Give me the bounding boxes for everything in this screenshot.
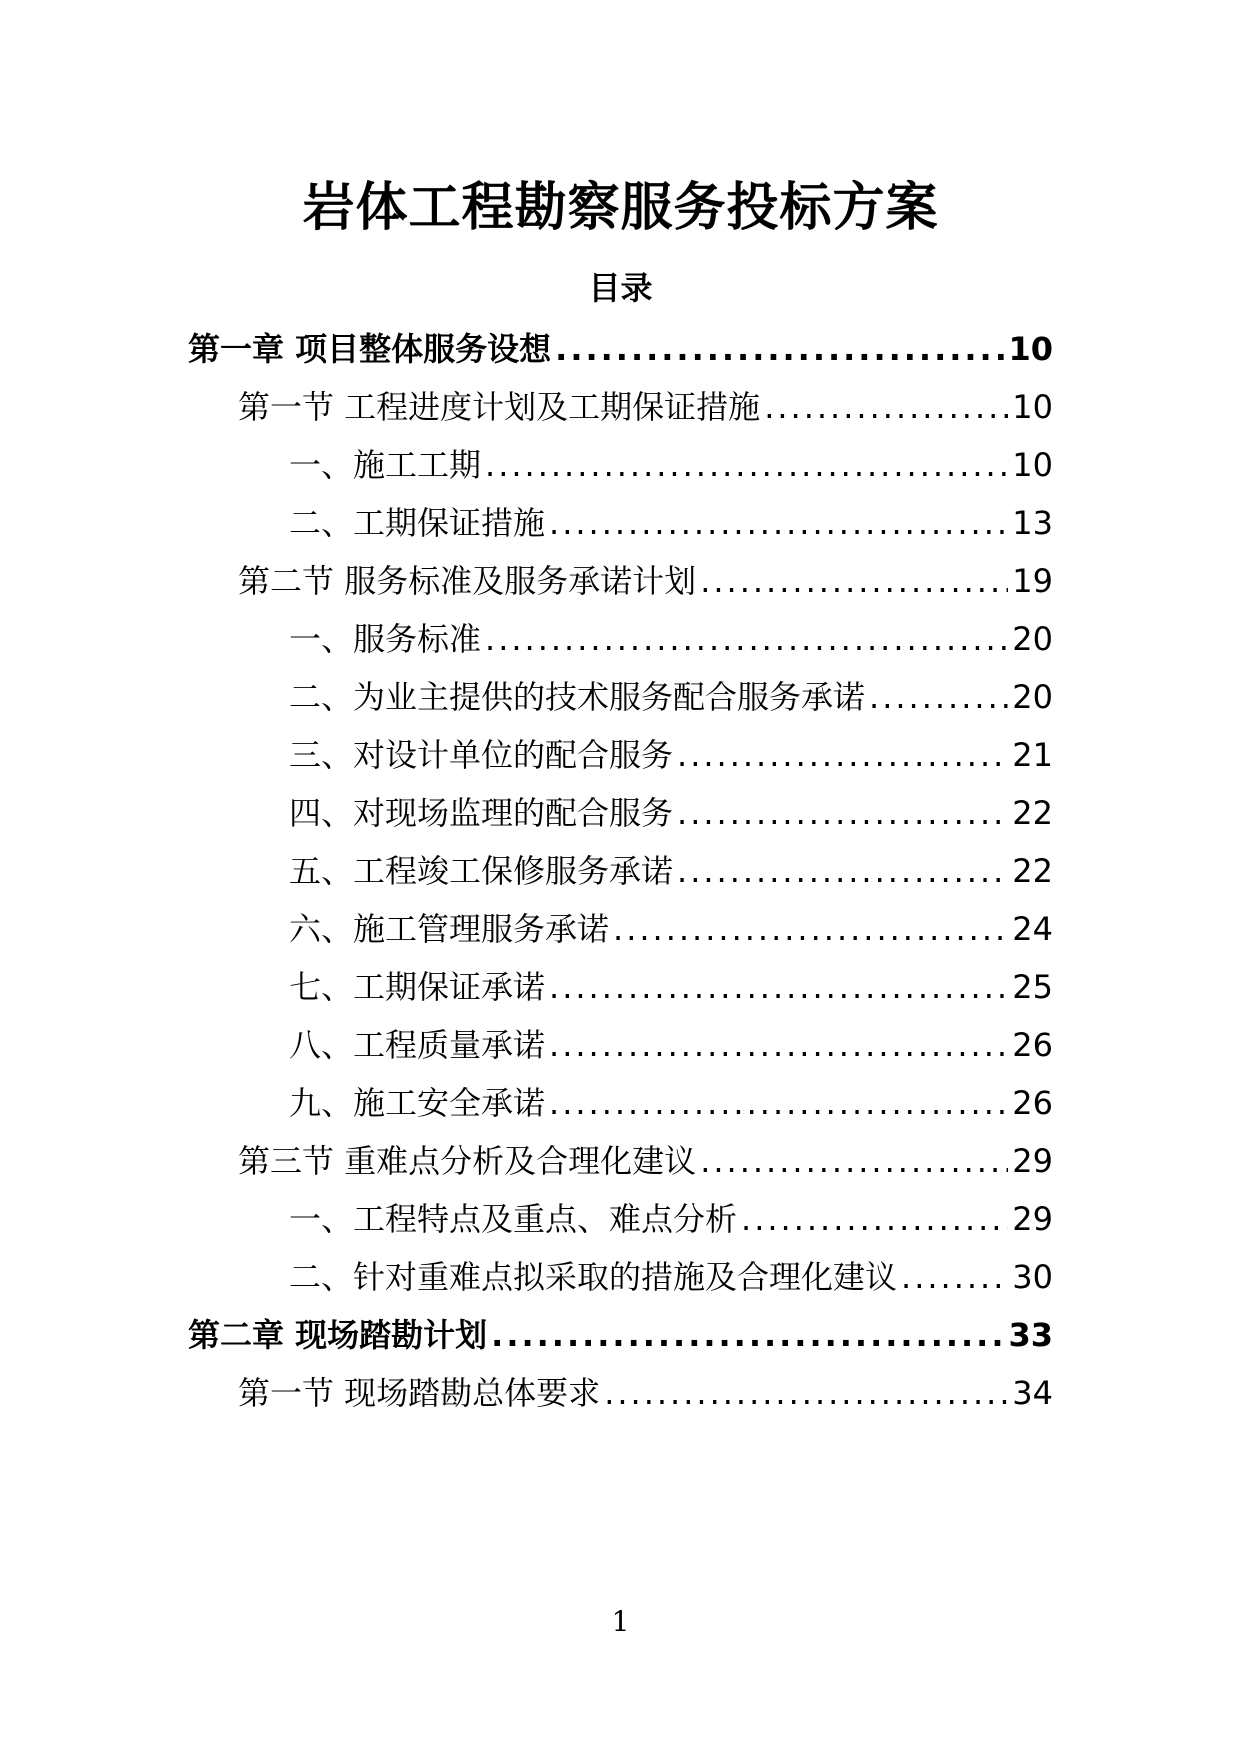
- toc-entry-page: 20: [1012, 620, 1053, 658]
- toc-leader-dots: [741, 1194, 1008, 1244]
- document-title: 岩体工程勘察服务投标方案: [302, 178, 939, 238]
- toc-entry-page: 24: [1012, 910, 1053, 948]
- toc-heading: 目录: [588, 269, 653, 307]
- toc-leader-dots: [485, 614, 1008, 664]
- toc-entry-label: 二、针对重难点拟采取的措施及合理化建议: [289, 1258, 898, 1296]
- page-number: 1: [611, 1605, 630, 1638]
- toc-entry-label: 四、对现场监理的配合服务: [289, 794, 674, 832]
- toc-leader-dots: [485, 440, 1008, 490]
- toc-leader-dots: [604, 1368, 1008, 1418]
- toc-leader-dots: [700, 556, 1008, 606]
- toc-leader-dots: [869, 672, 1008, 722]
- toc-entry-item[interactable]: [289, 1252, 1053, 1302]
- toc-entry-item[interactable]: [289, 730, 1053, 780]
- toc-entry-page: 10: [1008, 330, 1053, 368]
- toc-entry-section[interactable]: [238, 556, 1053, 606]
- toc-entry-label: 八、工程质量承诺: [289, 1026, 546, 1064]
- toc-entry-page: 10: [1012, 388, 1053, 426]
- toc-entry-page: 34: [1012, 1374, 1053, 1412]
- toc-leader-dots: [549, 962, 1008, 1012]
- toc-entry-page: 29: [1012, 1200, 1053, 1238]
- toc-entry-section[interactable]: [238, 1136, 1053, 1186]
- toc-leader-dots: [613, 904, 1008, 954]
- toc-leader-dots: [549, 1078, 1008, 1128]
- toc-entry-page: 13: [1012, 504, 1053, 542]
- toc-entry-label: 第二章 现场踏勘计划: [188, 1316, 488, 1354]
- toc-leader-dots: [555, 324, 1004, 374]
- toc-entry-section[interactable]: [238, 382, 1053, 432]
- toc-entry-page: 33: [1008, 1316, 1053, 1354]
- toc-entry-item[interactable]: [289, 440, 1053, 490]
- toc-entry-chapter-2[interactable]: [188, 1310, 1053, 1360]
- toc-leader-dots: [549, 498, 1008, 548]
- toc-entry-label: 七、工期保证承诺: [289, 968, 546, 1006]
- toc-entry-section[interactable]: [238, 1368, 1053, 1418]
- toc-entry-label: 第二节 服务标准及服务承诺计划: [238, 562, 697, 600]
- toc-leader-dots: [764, 382, 1008, 432]
- toc-entry-label: 一、工程特点及重点、难点分析: [289, 1200, 738, 1238]
- toc-entry-label: 三、对设计单位的配合服务: [289, 736, 674, 774]
- toc-entry-chapter-1[interactable]: [188, 324, 1053, 374]
- toc-entry-page: 22: [1012, 852, 1053, 890]
- toc-entry-item[interactable]: [289, 1078, 1053, 1128]
- toc-entry-page: 26: [1012, 1026, 1053, 1064]
- toc-entry-item[interactable]: [289, 788, 1053, 838]
- toc-entry-item[interactable]: [289, 846, 1053, 896]
- toc-entry-page: 20: [1012, 678, 1053, 716]
- toc-entry-item[interactable]: [289, 904, 1053, 954]
- toc-entry-label: 第一节 现场踏勘总体要求: [238, 1374, 601, 1412]
- toc-leader-dots: [677, 730, 1008, 780]
- toc-entry-label: 第三节 重难点分析及合理化建议: [238, 1142, 697, 1180]
- toc-entry-page: 29: [1012, 1142, 1053, 1180]
- toc-leader-dots: [549, 1020, 1008, 1070]
- toc-entry-label: 六、施工管理服务承诺: [289, 910, 610, 948]
- toc-entry-label: 二、工期保证措施: [289, 504, 546, 542]
- toc-entry-label: 五、工程竣工保修服务承诺: [289, 852, 674, 890]
- toc-entry-page: 25: [1012, 968, 1053, 1006]
- toc-entry-page: 21: [1012, 736, 1053, 774]
- toc-entry-item[interactable]: [289, 672, 1053, 722]
- toc-entry-page: 26: [1012, 1084, 1053, 1122]
- toc-entry-item[interactable]: [289, 614, 1053, 664]
- toc-leader-dots: [901, 1252, 1008, 1302]
- toc-entry-label: 一、施工工期: [289, 446, 482, 484]
- toc-entry-page: 30: [1012, 1258, 1053, 1296]
- toc-leader-dots: [677, 788, 1008, 838]
- toc-leader-dots: [677, 846, 1008, 896]
- toc-entry-page: 22: [1012, 794, 1053, 832]
- toc-entry-item[interactable]: [289, 962, 1053, 1012]
- toc-entry-label: 第一章 项目整体服务设想: [188, 330, 552, 368]
- toc-leader-dots: [491, 1310, 1004, 1360]
- toc-entry-label: 第一节 工程进度计划及工期保证措施: [238, 388, 761, 426]
- toc-entry-page: 10: [1012, 446, 1053, 484]
- toc-leader-dots: [700, 1136, 1008, 1186]
- toc-entry-item[interactable]: [289, 1020, 1053, 1070]
- toc-entry-label: 九、施工安全承诺: [289, 1084, 546, 1122]
- toc-entry-label: 二、为业主提供的技术服务配合服务承诺: [289, 678, 866, 716]
- toc-entry-item[interactable]: [289, 498, 1053, 548]
- toc-entry-item[interactable]: [289, 1194, 1053, 1244]
- toc-entry-page: 19: [1012, 562, 1053, 600]
- toc-entry-label: 一、服务标准: [289, 620, 482, 658]
